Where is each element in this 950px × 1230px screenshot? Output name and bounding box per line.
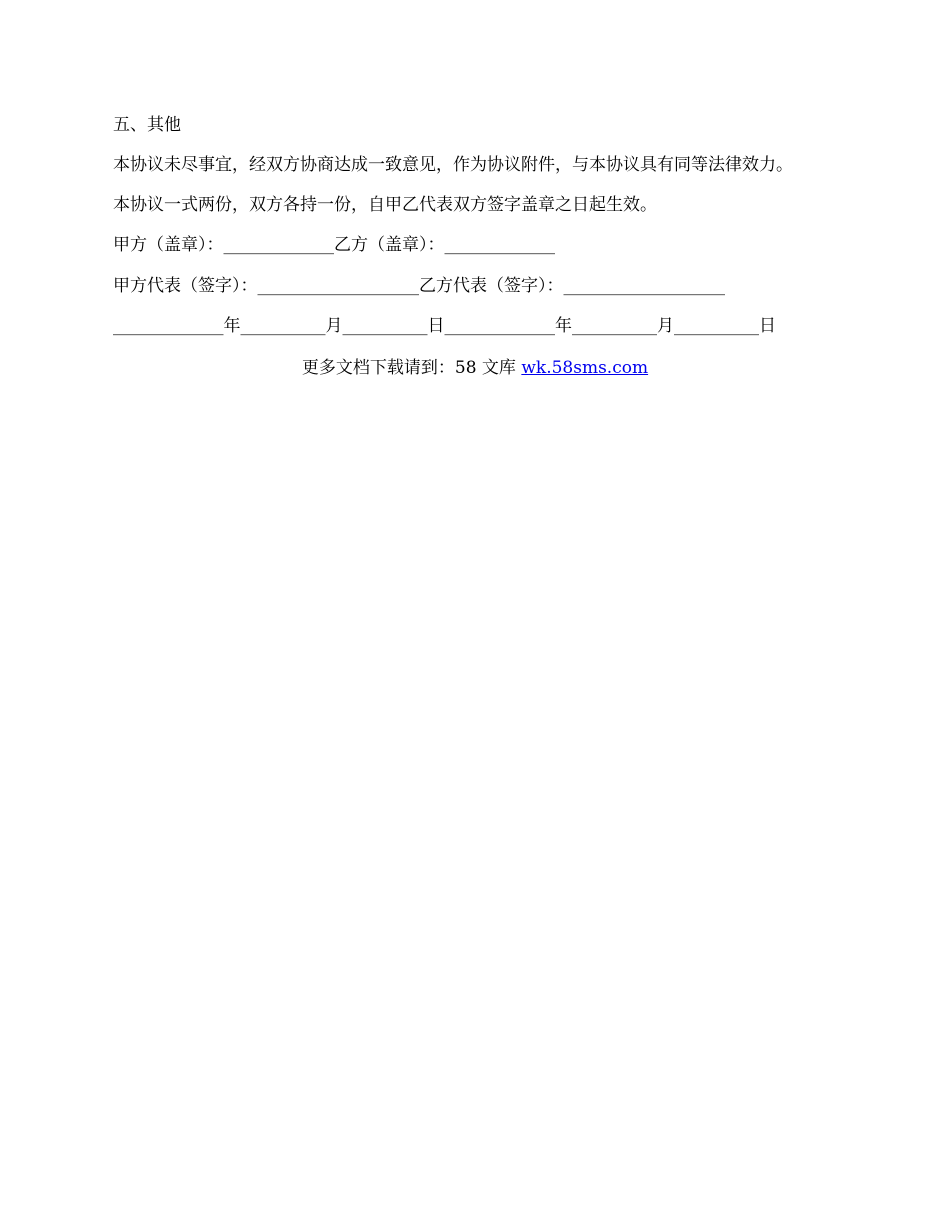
download-footer: [0, 357, 950, 379]
representative-signature-line: 甲方代表（签字）：___________________乙方代表（签字）：___________________: [113, 276, 725, 296]
paragraph-copies-effective: 本协议一式两份，双方各持一份，自甲乙代表双方签字盖章之日起生效。: [113, 195, 657, 215]
date-signature-line: _____________年__________月__________日_____________年__________月__________日: [113, 316, 776, 336]
seal-signature-line: 甲方（盖章）：_____________乙方（盖章）：_____________: [113, 235, 555, 255]
footer-text: 更多文档下载请到：58 文库: [301, 358, 522, 378]
paragraph-supplementary-terms: 本协议未尽事宜，经双方协商达成一致意见，作为协议附件，与本协议具有同等法律效力。: [113, 155, 793, 175]
footer-link[interactable]: wk.58sms.com: [521, 358, 649, 378]
section-heading: 五、其他: [113, 115, 181, 135]
